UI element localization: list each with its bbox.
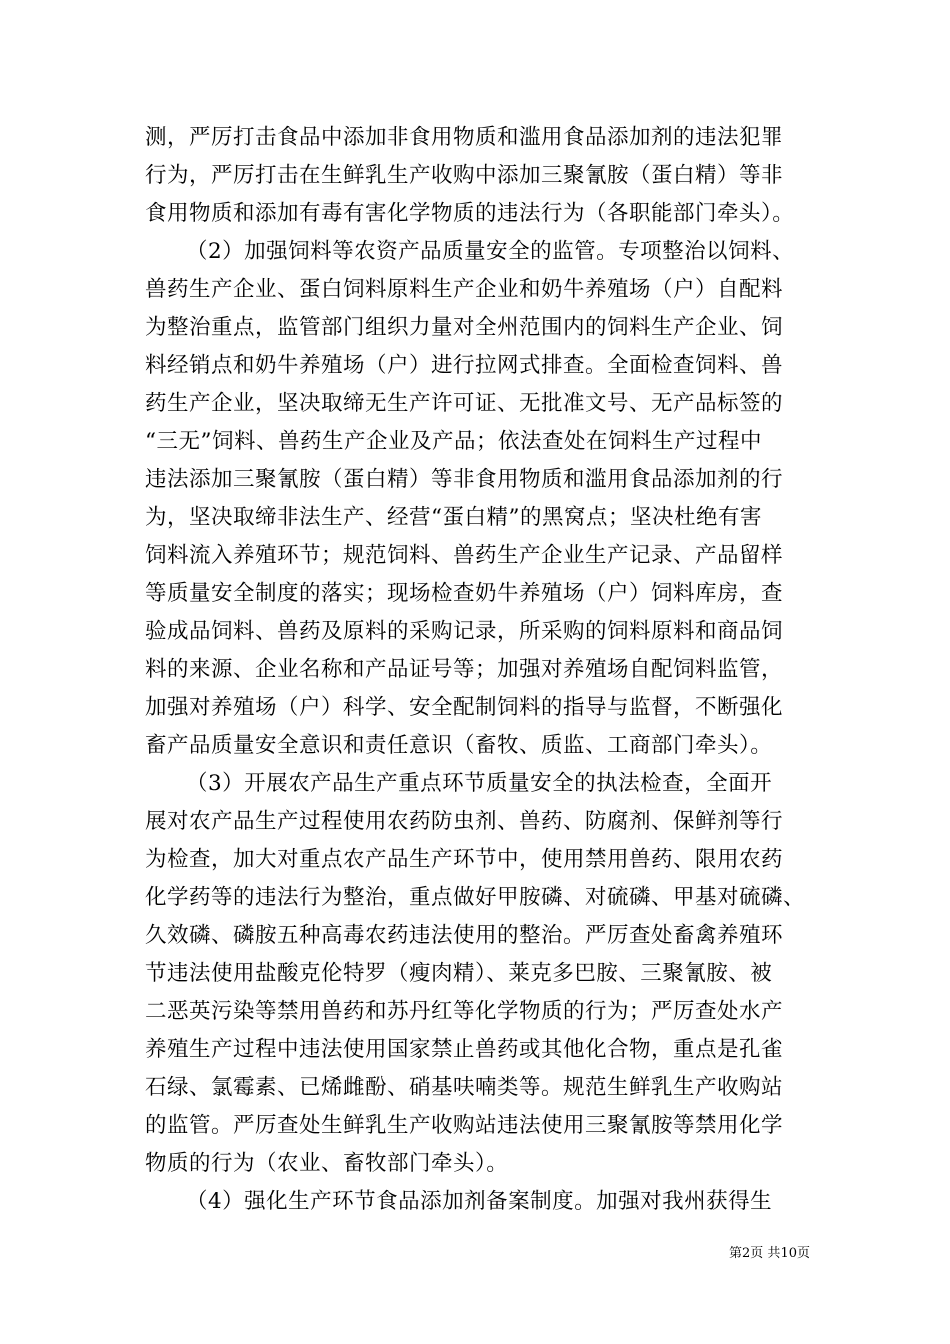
text-line: 食用物质和添加有毒有害化学物质的违法行为（各职能部门牵头）。 — [145, 201, 795, 226]
text-line: “三无”饲料、兽药生产企业及产品；依法查处在饲料生产过程中 — [145, 429, 762, 454]
current-page-number: 2 — [742, 1246, 751, 1261]
text-line: 的监管。严厉查处生鲜乳生产收购站违法使用三聚氰胺等禁用化学 — [145, 1113, 784, 1138]
footer-suffix: 页 — [796, 1246, 810, 1261]
text-line: 为检查，加大对重点农产品生产环节中，使用禁用兽药、限用农药 — [145, 847, 784, 872]
text-line: 久效磷、磷胺五种高毒农药违法使用的整治。严厉查处畜禽养殖环 — [145, 923, 784, 948]
page-footer — [729, 1246, 810, 1262]
paragraph-2-start: （2）加强饲料等农资产品质量安全的监管。专项整治以饲料、 — [186, 239, 795, 264]
text-line: 二恶英污染等禁用兽药和苏丹红等化学物质的行为；严厉查处水产 — [145, 999, 784, 1024]
text-line: 药生产企业，坚决取缔无生产许可证、无批准文号、无产品标签的 — [145, 391, 784, 416]
footer-middle: 页 共 — [750, 1246, 781, 1261]
paragraph-4-start: （4）强化生产环节食品添加剂备案制度。加强对我州获得生 — [186, 1189, 773, 1214]
text-line: 饲料流入养殖环节；规范饲料、兽药生产企业生产记录、产品留样 — [145, 543, 784, 568]
text-line: 为，坚决取缔非法生产、经营“蛋白精”的黑窝点；坚决杜绝有害 — [145, 505, 762, 530]
text-line: 料经销点和奶牛养殖场（户）进行拉网式排查。全面检查饲料、兽 — [145, 353, 784, 378]
text-line: 物质的行为（农业、畜牧部门牵头）。 — [145, 1151, 509, 1176]
text-line: 化学药等的违法行为整治，重点做好甲胺磷、对硫磷、甲基对硫磷、 — [145, 885, 806, 910]
footer-prefix: 第 — [729, 1246, 743, 1261]
total-pages-number: 10 — [780, 1246, 797, 1261]
text-line: 行为，严厉打击在生鲜乳生产收购中添加三聚氰胺（蛋白精）等非 — [145, 163, 784, 188]
text-line: 等质量安全制度的落实；现场检查奶牛养殖场（户）饲料库房，查 — [145, 581, 784, 606]
text-line: 加强对养殖场（户）科学、安全配制饲料的指导与监督，不断强化 — [145, 695, 784, 720]
text-line: 石绿、氯霉素、已烯雌酚、硝基呋喃类等。规范生鲜乳生产收购站 — [145, 1075, 784, 1100]
paragraph-3-start: （3）开展农产品生产重点环节质量安全的执法检查，全面开 — [186, 771, 773, 796]
text-line: 畜产品质量安全意识和责任意识（畜牧、质监、工商部门牵头）。 — [145, 733, 773, 758]
text-line: 展对农产品生产过程使用农药防虫剂、兽药、防腐剂、保鲜剂等行 — [145, 809, 784, 834]
text-line: 违法添加三聚氰胺（蛋白精）等非食用物质和滥用食品添加剂的行 — [145, 467, 784, 492]
text-line: 测，严厉打击食品中添加非食用物质和滥用食品添加剂的违法犯罪 — [145, 125, 784, 150]
text-line: 兽药生产企业、蛋白饲料原料生产企业和奶牛养殖场（户）自配料 — [145, 277, 784, 302]
text-line: 验成品饲料、兽药及原料的采购记录，所采购的饲料原料和商品饲 — [145, 619, 784, 644]
text-line: 节违法使用盐酸克伦特罗（瘦肉精）、莱克多巴胺、三聚氰胺、被 — [145, 961, 773, 986]
text-line: 养殖生产过程中违法使用国家禁止兽药或其他化合物，重点是孔雀 — [145, 1037, 784, 1062]
text-line: 料的来源、企业名称和产品证号等；加强对养殖场自配饲料监管， — [145, 657, 784, 682]
text-line: 为整治重点，监管部门组织力量对全州范围内的饲料生产企业、饲 — [145, 315, 784, 340]
